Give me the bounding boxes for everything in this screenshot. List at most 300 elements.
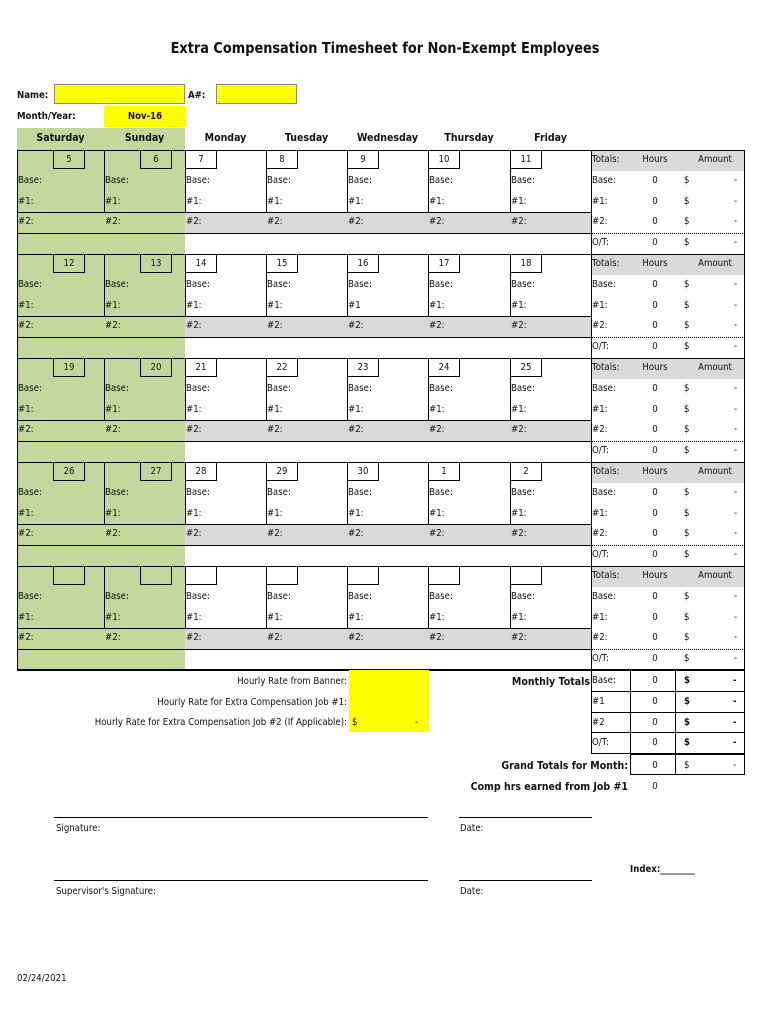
totals-ot-hours: 0 bbox=[652, 653, 658, 665]
signature-line[interactable] bbox=[54, 817, 428, 818]
day-hours-input[interactable] bbox=[47, 587, 103, 629]
footer-date: 02/24/2021 bbox=[17, 973, 67, 984]
day-job2-label: #2: bbox=[511, 632, 527, 644]
day-job1-label: #1: bbox=[429, 507, 445, 519]
date-number: 19 bbox=[63, 362, 75, 373]
day-hours-input[interactable] bbox=[296, 587, 346, 629]
monthly-row-hours: 0 bbox=[652, 716, 658, 728]
day-job1-label: #1: bbox=[429, 611, 445, 623]
totals-ot-dollar: $ bbox=[684, 237, 690, 249]
day-job1-label: #1: bbox=[267, 611, 283, 623]
day-hours-input[interactable] bbox=[296, 171, 346, 213]
monthly-row-label: O/T: bbox=[592, 737, 609, 749]
date-box bbox=[140, 566, 172, 585]
day-base-label: Base: bbox=[348, 174, 372, 186]
day-base-label: Base: bbox=[511, 590, 535, 602]
totals-job2-dollar: $ bbox=[684, 632, 690, 644]
day-base-label: Base: bbox=[186, 382, 210, 394]
totals-job2-dollar: $ bbox=[684, 320, 690, 332]
day-base-label: Base: bbox=[186, 174, 210, 186]
week-band-top-line bbox=[17, 524, 591, 525]
day-job1-label: #1: bbox=[429, 403, 445, 415]
monthly-row-hours: 0 bbox=[652, 737, 658, 749]
hours-header: Hours bbox=[642, 154, 668, 165]
day-job2-label: #2: bbox=[267, 424, 283, 436]
totals-ot-label: O/T: bbox=[592, 549, 609, 561]
day-hours-input[interactable] bbox=[134, 379, 184, 421]
grid-right-edge bbox=[744, 358, 745, 462]
date-number: 12 bbox=[63, 258, 75, 269]
grand-totals-divider bbox=[675, 754, 676, 775]
day-base-label: Base: bbox=[511, 278, 535, 290]
totals-job2-dollar: $ bbox=[684, 528, 690, 540]
date-line-1[interactable] bbox=[459, 817, 592, 818]
amount-header: Amount bbox=[698, 154, 732, 165]
totals-base-amount: - bbox=[734, 382, 738, 394]
day-base-label: Base: bbox=[186, 486, 210, 498]
day-hours-input[interactable] bbox=[458, 171, 509, 213]
day-hours-input[interactable] bbox=[215, 275, 265, 317]
day-job1-label: #1: bbox=[18, 611, 34, 623]
date-number: 23 bbox=[357, 362, 369, 373]
day-hours-input[interactable] bbox=[215, 587, 265, 629]
totals-base-label: Base: bbox=[592, 174, 616, 186]
hours-header: Hours bbox=[642, 258, 668, 269]
day-hours-input[interactable] bbox=[377, 483, 427, 525]
totals-job2-label: #2: bbox=[592, 320, 608, 332]
day-hours-input[interactable] bbox=[134, 483, 184, 525]
day-base-label: Base: bbox=[105, 590, 129, 602]
totals-job2-hours: 0 bbox=[652, 528, 658, 540]
day-job2-label: #2: bbox=[429, 216, 445, 228]
day-hours-input[interactable] bbox=[134, 275, 184, 317]
day-job1-label: #1: bbox=[18, 507, 34, 519]
monthly-row-label: #1 bbox=[592, 695, 605, 707]
day-base-label: Base: bbox=[186, 278, 210, 290]
totals-ot-hours: 0 bbox=[652, 549, 658, 561]
day-header-sunday: Sunday bbox=[124, 131, 165, 144]
hours-header: Hours bbox=[642, 362, 668, 373]
month-year-value: Nov-16 bbox=[127, 111, 163, 122]
amount-header: Amount bbox=[698, 258, 732, 269]
day-job2-label: #2: bbox=[186, 528, 202, 540]
totals-ot-label: O/T: bbox=[592, 341, 609, 353]
index-label: Index:________ bbox=[630, 864, 695, 875]
day-hours-input[interactable] bbox=[377, 275, 427, 317]
day-job1-label: #1: bbox=[348, 195, 364, 207]
monthly-row-dollar: $ bbox=[684, 695, 690, 707]
rate-job1-label: Hourly Rate for Extra Compensation Job #1: bbox=[157, 697, 347, 708]
day-base-label: Base: bbox=[429, 486, 453, 498]
day-base-label: Base: bbox=[18, 590, 42, 602]
monthly-row-label: #2 bbox=[592, 716, 605, 728]
totals-job1-label: #1: bbox=[592, 195, 608, 207]
day-job2-label: #2: bbox=[105, 632, 121, 644]
day-hours-input[interactable] bbox=[47, 379, 103, 421]
day-hours-input[interactable] bbox=[296, 483, 346, 525]
week-subtotal-band bbox=[185, 420, 591, 441]
day-job2-label: #2: bbox=[105, 528, 121, 540]
day-base-label: Base: bbox=[429, 590, 453, 602]
day-hours-input[interactable] bbox=[47, 275, 103, 317]
day-job2-label: #2: bbox=[348, 216, 364, 228]
totals-job1-label: #1: bbox=[592, 507, 608, 519]
supervisor-signature-line[interactable] bbox=[54, 880, 428, 881]
totals-job1-hours: 0 bbox=[652, 403, 658, 415]
totals-ot-line bbox=[591, 337, 745, 338]
totals-base-hours: 0 bbox=[652, 486, 658, 498]
grid-right-edge bbox=[744, 462, 745, 566]
day-hours-input[interactable] bbox=[296, 275, 346, 317]
day-job1-label: #1: bbox=[186, 299, 202, 311]
totals-base-dollar: $ bbox=[684, 278, 690, 290]
day-base-label: Base: bbox=[348, 486, 372, 498]
date-number: 27 bbox=[150, 466, 162, 477]
day-job2-label: #2: bbox=[511, 216, 527, 228]
day-job2-label: #2: bbox=[186, 632, 202, 644]
day-base-label: Base: bbox=[348, 382, 372, 394]
day-base-label: Base: bbox=[18, 382, 42, 394]
totals-ot-dollar: $ bbox=[684, 445, 690, 457]
day-base-label: Base: bbox=[267, 590, 291, 602]
day-base-label: Base: bbox=[267, 382, 291, 394]
name-field[interactable] bbox=[54, 84, 185, 104]
day-job1-label: #1: bbox=[105, 611, 121, 623]
totals-ot-label: O/T: bbox=[592, 653, 609, 665]
day-header-wednesday: Wednesday bbox=[356, 131, 419, 144]
day-job1-label: #1: bbox=[267, 507, 283, 519]
day-base-label: Base: bbox=[18, 278, 42, 290]
day-hours-input[interactable] bbox=[134, 171, 184, 213]
date-box bbox=[185, 566, 217, 585]
day-job1-label: #1: bbox=[429, 299, 445, 311]
day-hours-input[interactable] bbox=[458, 587, 509, 629]
day-job2-label: #2: bbox=[186, 320, 202, 332]
day-base-label: Base: bbox=[105, 382, 129, 394]
day-hours-input[interactable] bbox=[377, 379, 427, 421]
day-hours-input[interactable] bbox=[377, 171, 427, 213]
day-base-label: Base: bbox=[511, 174, 535, 186]
totals-job2-amount: - bbox=[734, 320, 738, 332]
date-number: 29 bbox=[276, 466, 288, 477]
month-year-label: Month/Year: bbox=[17, 111, 76, 122]
day-job1-label: #1: bbox=[511, 611, 527, 623]
day-job1-label: #1: bbox=[105, 299, 121, 311]
totals-job1-amount: - bbox=[734, 195, 738, 207]
day-header-friday: Friday bbox=[534, 131, 567, 144]
totals-base-amount: - bbox=[734, 174, 738, 186]
totals-job1-hours: 0 bbox=[652, 507, 658, 519]
day-job2-label: #2: bbox=[429, 424, 445, 436]
day-job2-label: #2: bbox=[348, 528, 364, 540]
totals-base-hours: 0 bbox=[652, 174, 658, 186]
date-number: 14 bbox=[195, 258, 207, 269]
day-hours-input[interactable] bbox=[47, 483, 103, 525]
day-hours-input[interactable] bbox=[540, 587, 590, 629]
a-number-field[interactable] bbox=[216, 84, 297, 104]
day-hours-input[interactable] bbox=[47, 171, 103, 213]
amount-header: Amount bbox=[698, 570, 732, 581]
week-band-top-line bbox=[17, 212, 591, 213]
totals-ot-dollar: $ bbox=[684, 653, 690, 665]
monthly-left-edge bbox=[591, 670, 592, 753]
day-hours-input[interactable] bbox=[540, 379, 590, 421]
totals-job1-label: #1: bbox=[592, 403, 608, 415]
totals-job1-amount: - bbox=[734, 507, 738, 519]
day-job2-label: #2: bbox=[348, 632, 364, 644]
date-box bbox=[428, 566, 460, 585]
date-label-2: Date: bbox=[460, 886, 484, 897]
totals-ot-dollar: $ bbox=[684, 549, 690, 561]
totals-ot-line bbox=[591, 545, 745, 546]
monthly-row-dollar: $ bbox=[684, 675, 690, 686]
monthly-row-label: Base: bbox=[592, 675, 616, 686]
totals-job2-label: #2: bbox=[592, 632, 608, 644]
totals-label: Totals: bbox=[592, 466, 620, 477]
day-base-label: Base: bbox=[429, 382, 453, 394]
date-number: 28 bbox=[195, 466, 207, 477]
day-header-tuesday: Tuesday bbox=[284, 131, 329, 144]
monthly-totals-label: Monthly Totals bbox=[511, 675, 590, 688]
day-job1-label: #1: bbox=[348, 611, 364, 623]
date-number: 11 bbox=[520, 154, 532, 165]
monthly-row-amount: - bbox=[733, 675, 737, 686]
totals-base-label: Base: bbox=[592, 382, 616, 394]
totals-label: Totals: bbox=[592, 570, 620, 581]
day-job1-label: #1: bbox=[348, 403, 364, 415]
totals-ot-amount: - bbox=[734, 237, 738, 249]
totals-label: Totals: bbox=[592, 362, 620, 373]
grand-totals-box bbox=[630, 754, 745, 775]
day-job2-label: #2: bbox=[105, 424, 121, 436]
monthly-row-amount: - bbox=[733, 695, 737, 707]
totals-base-dollar: $ bbox=[684, 486, 690, 498]
grid-right-edge bbox=[744, 566, 745, 670]
day-hours-input[interactable] bbox=[215, 379, 265, 421]
totals-ot-hours: 0 bbox=[652, 445, 658, 457]
day-hours-input[interactable] bbox=[458, 483, 509, 525]
week-subtotal-band bbox=[185, 316, 591, 337]
grand-totals-label: Grand Totals for Month: bbox=[501, 759, 628, 772]
week-band-line bbox=[17, 441, 591, 442]
day-job1-label: #1: bbox=[105, 403, 121, 415]
signature-label: Signature: bbox=[56, 823, 101, 834]
day-job1-label: #1: bbox=[186, 403, 202, 415]
monthly-hours-divider bbox=[675, 670, 676, 753]
date-line-2[interactable] bbox=[459, 880, 592, 881]
date-number: 2 bbox=[523, 466, 529, 477]
week-subtotal-band bbox=[185, 524, 591, 545]
week-subtotal-band bbox=[185, 628, 591, 649]
day-job1-label: #1: bbox=[267, 403, 283, 415]
totals-ot-line bbox=[591, 233, 745, 234]
date-box bbox=[347, 566, 379, 585]
totals-base-label: Base: bbox=[592, 486, 616, 498]
date-number: 16 bbox=[357, 258, 369, 269]
day-hours-input[interactable] bbox=[215, 171, 265, 213]
day-base-label: Base: bbox=[511, 382, 535, 394]
totals-job1-dollar: $ bbox=[684, 403, 690, 415]
day-base-label: Base: bbox=[18, 174, 42, 186]
day-base-label: Base: bbox=[267, 278, 291, 290]
hours-header: Hours bbox=[642, 466, 668, 477]
day-job1-label: #1: bbox=[105, 195, 121, 207]
totals-ot-amount: - bbox=[734, 549, 738, 561]
day-hours-input[interactable] bbox=[458, 379, 509, 421]
grid-right-edge bbox=[744, 254, 745, 358]
totals-ot-line bbox=[591, 441, 745, 442]
day-hours-input[interactable] bbox=[296, 379, 346, 421]
monthly-row-amount: - bbox=[733, 716, 737, 728]
totals-ot-dollar: $ bbox=[684, 341, 690, 353]
week-band-line bbox=[17, 337, 591, 338]
day-base-label: Base: bbox=[267, 486, 291, 498]
week-top-line bbox=[17, 462, 745, 463]
day-job2-label: #2: bbox=[511, 424, 527, 436]
day-job1-label: #1 bbox=[348, 299, 361, 311]
date-number: 9 bbox=[360, 154, 366, 165]
date-number: 7 bbox=[198, 154, 204, 165]
totals-job2-hours: 0 bbox=[652, 424, 658, 436]
comp-hours-value: 0 bbox=[652, 781, 658, 792]
day-job2-label: #2: bbox=[267, 528, 283, 540]
amount-header: Amount bbox=[698, 466, 732, 477]
date-box bbox=[53, 566, 85, 585]
date-number: 20 bbox=[150, 362, 162, 373]
monthly-label-divider bbox=[630, 670, 631, 753]
day-base-label: Base: bbox=[186, 590, 210, 602]
monthly-row-dollar: $ bbox=[684, 716, 690, 728]
totals-base-amount: - bbox=[734, 590, 738, 602]
day-base-label: Base: bbox=[348, 278, 372, 290]
totals-job1-label: #1: bbox=[592, 611, 608, 623]
grand-totals-amount: - bbox=[733, 760, 737, 771]
grand-totals-hours: 0 bbox=[652, 760, 658, 771]
date-box bbox=[266, 566, 298, 585]
date-number: 5 bbox=[66, 154, 72, 165]
totals-job1-label: #1: bbox=[592, 299, 608, 311]
day-job2-label: #2: bbox=[429, 320, 445, 332]
day-job1-label: #1: bbox=[429, 195, 445, 207]
day-hours-input[interactable] bbox=[458, 275, 509, 317]
date-number: 26 bbox=[63, 466, 75, 477]
date-number: 24 bbox=[438, 362, 450, 373]
monthly-row-dollar: $ bbox=[684, 737, 690, 749]
totals-base-dollar: $ bbox=[684, 382, 690, 394]
totals-job1-hours: 0 bbox=[652, 611, 658, 623]
day-hours-input[interactable] bbox=[215, 483, 265, 525]
totals-base-dollar: $ bbox=[684, 174, 690, 186]
date-number: 22 bbox=[276, 362, 288, 373]
totals-base-label: Base: bbox=[592, 590, 616, 602]
totals-base-hours: 0 bbox=[652, 590, 658, 602]
week-band-top-line bbox=[17, 420, 591, 421]
totals-ot-hours: 0 bbox=[652, 341, 658, 353]
comp-hours-label: Comp hrs earned from Job #1 bbox=[470, 780, 628, 793]
totals-base-dollar: $ bbox=[684, 590, 690, 602]
monthly-row-line bbox=[591, 670, 745, 671]
totals-ot-amount: - bbox=[734, 653, 738, 665]
day-base-label: Base: bbox=[105, 486, 129, 498]
day-job1-label: #1: bbox=[105, 507, 121, 519]
amount-header: Amount bbox=[698, 362, 732, 373]
week-top-line bbox=[17, 254, 745, 255]
totals-ot-label: O/T: bbox=[592, 445, 609, 457]
day-hours-input[interactable] bbox=[377, 587, 427, 629]
day-base-label: Base: bbox=[18, 486, 42, 498]
totals-ot-hours: 0 bbox=[652, 237, 658, 249]
monthly-row-line bbox=[591, 691, 745, 692]
grid-right-edge bbox=[744, 150, 745, 254]
day-hours-input[interactable] bbox=[540, 275, 590, 317]
page-title: Extra Compensation Timesheet for Non-Exempt Employees bbox=[170, 39, 600, 57]
day-job1-label: #1: bbox=[18, 195, 34, 207]
week-top-line bbox=[17, 358, 745, 359]
day-job2-label: #2: bbox=[18, 632, 34, 644]
week-band-line bbox=[17, 233, 591, 234]
day-job2-label: #2: bbox=[105, 216, 121, 228]
totals-base-amount: - bbox=[734, 486, 738, 498]
totals-ot-label: O/T: bbox=[592, 237, 609, 249]
rate-job2-label: Hourly Rate for Extra Compensation Job #2 (If Applicable): bbox=[94, 717, 347, 728]
monthly-row-line bbox=[591, 712, 745, 713]
day-job2-label: #2: bbox=[186, 216, 202, 228]
day-hours-input[interactable] bbox=[540, 483, 590, 525]
day-job1-label: #1: bbox=[348, 507, 364, 519]
day-hours-input[interactable] bbox=[540, 171, 590, 213]
totals-ot-line bbox=[591, 649, 745, 650]
day-job1-label: #1: bbox=[18, 403, 34, 415]
date-number: 1 bbox=[441, 466, 447, 477]
date-number: 21 bbox=[195, 362, 207, 373]
day-base-label: Base: bbox=[511, 486, 535, 498]
totals-job1-amount: - bbox=[734, 611, 738, 623]
week-band-line bbox=[17, 545, 591, 546]
totals-job2-label: #2: bbox=[592, 424, 608, 436]
day-job1-label: #1: bbox=[511, 507, 527, 519]
day-job2-label: #2: bbox=[429, 528, 445, 540]
day-job1-label: #1: bbox=[186, 611, 202, 623]
date-number: 17 bbox=[438, 258, 450, 269]
totals-job2-label: #2: bbox=[592, 528, 608, 540]
day-base-label: Base: bbox=[105, 278, 129, 290]
day-job1-label: #1: bbox=[18, 299, 34, 311]
week-band-top-line bbox=[17, 628, 591, 629]
date-box bbox=[510, 566, 542, 585]
monthly-row-hours: 0 bbox=[652, 695, 658, 707]
day-header-monday: Monday bbox=[204, 131, 247, 144]
week-subtotal-band bbox=[185, 212, 591, 233]
rate-banner-label: Hourly Rate from Banner: bbox=[237, 676, 347, 687]
totals-job2-dollar: $ bbox=[684, 424, 690, 436]
hours-header: Hours bbox=[642, 570, 668, 581]
day-job2-label: #2: bbox=[511, 528, 527, 540]
a-number-label: A#: bbox=[188, 90, 206, 101]
totals-job2-amount: - bbox=[734, 528, 738, 540]
date-label-1: Date: bbox=[460, 823, 484, 834]
day-job2-label: #2: bbox=[18, 216, 34, 228]
day-job1-label: #1: bbox=[511, 299, 527, 311]
day-hours-input[interactable] bbox=[134, 587, 184, 629]
day-base-label: Base: bbox=[348, 590, 372, 602]
day-job2-label: #2: bbox=[105, 320, 121, 332]
day-job1-label: #1: bbox=[511, 403, 527, 415]
totals-job1-hours: 0 bbox=[652, 299, 658, 311]
day-job1-label: #1: bbox=[186, 507, 202, 519]
day-job2-label: #2: bbox=[348, 424, 364, 436]
totals-job1-amount: - bbox=[734, 403, 738, 415]
totals-label: Totals: bbox=[592, 154, 620, 165]
